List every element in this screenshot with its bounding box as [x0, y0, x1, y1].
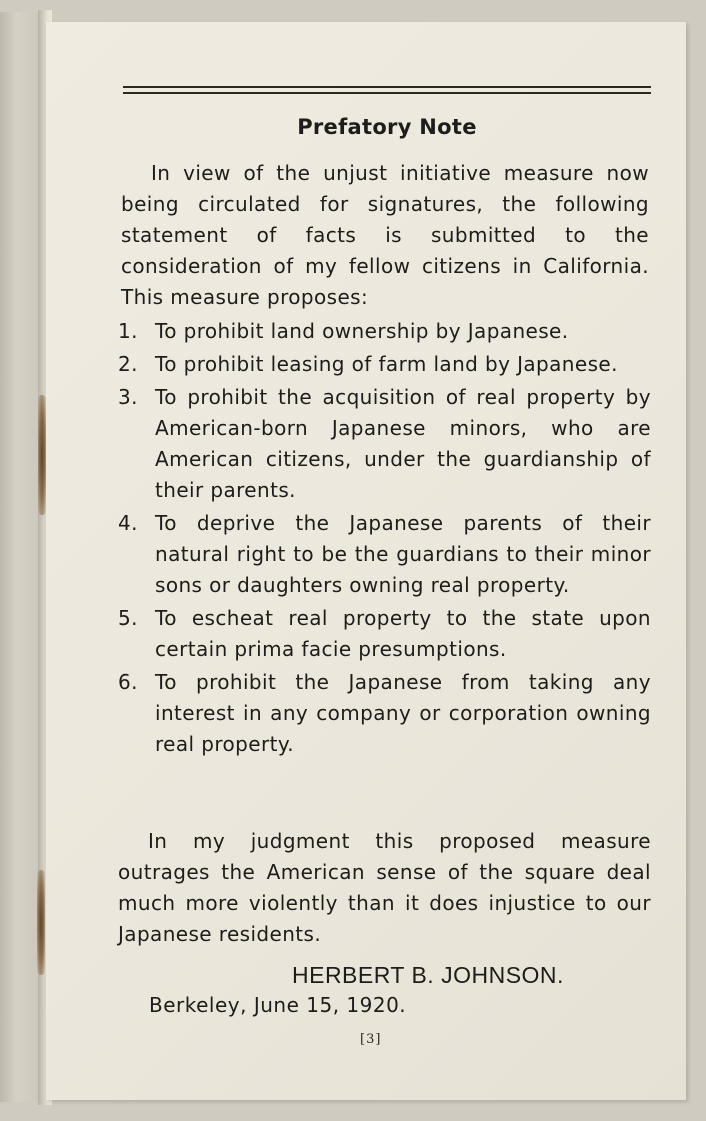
place-and-date: Berkeley, June 15, 1920.: [149, 993, 407, 1017]
list-item: [118, 667, 651, 760]
adjacent-page-edge: [0, 12, 42, 1102]
top-rule-line-second: [123, 92, 651, 94]
binding-stain-lower: [37, 870, 45, 975]
list-item-number: 5.: [118, 606, 138, 630]
intro-paragraph: In view of the unjust initiative measure now being circulated for signatures, the following statement of facts is submitted to the consideration of my fellow citizens in California. This measure proposes:: [121, 161, 649, 309]
closing-paragraph: In my judgment this proposed measure outrages the American sense of the square deal much more violently than it does injustice to our Japanese residents.: [118, 829, 651, 946]
list-item-text: To prohibit the Japanese from taking any interest in any company or corporation owning real property.: [155, 670, 651, 756]
list-item: [118, 382, 651, 506]
list-item: [118, 316, 651, 347]
list-item-number: 1.: [118, 319, 138, 343]
list-item-number: 4.: [118, 511, 138, 535]
author-signature: HERBERT B. JOHNSON.: [292, 962, 564, 988]
page-number: [3]: [360, 1032, 382, 1047]
list-item: [118, 349, 651, 380]
list-item-text: To escheat real property to the state upon certain prima facie presumptions.: [155, 606, 651, 661]
list-item-text: To deprive the Japanese parents of their natural right to be the guardians to their minor sons or daughters owning real property.: [155, 511, 651, 597]
list-item-number: 2.: [118, 352, 138, 376]
measure-list: [118, 316, 651, 762]
list-item-number: 3.: [118, 385, 138, 409]
list-item: [118, 603, 651, 665]
list-item-text: To prohibit the acquisition of real property by American-born Japanese minors, who are American citizens, under the guardianship of their parents.: [155, 385, 651, 502]
top-rule-line: [123, 86, 651, 88]
binding-stain-upper: [38, 395, 46, 515]
list-item-text: To prohibit land ownership by Japanese.: [155, 319, 569, 343]
list-item-number: 6.: [118, 670, 138, 694]
page-title: Prefatory Note: [297, 115, 477, 139]
list-item-text: To prohibit leasing of farm land by Japanese.: [155, 352, 618, 376]
list-item: [118, 508, 651, 601]
